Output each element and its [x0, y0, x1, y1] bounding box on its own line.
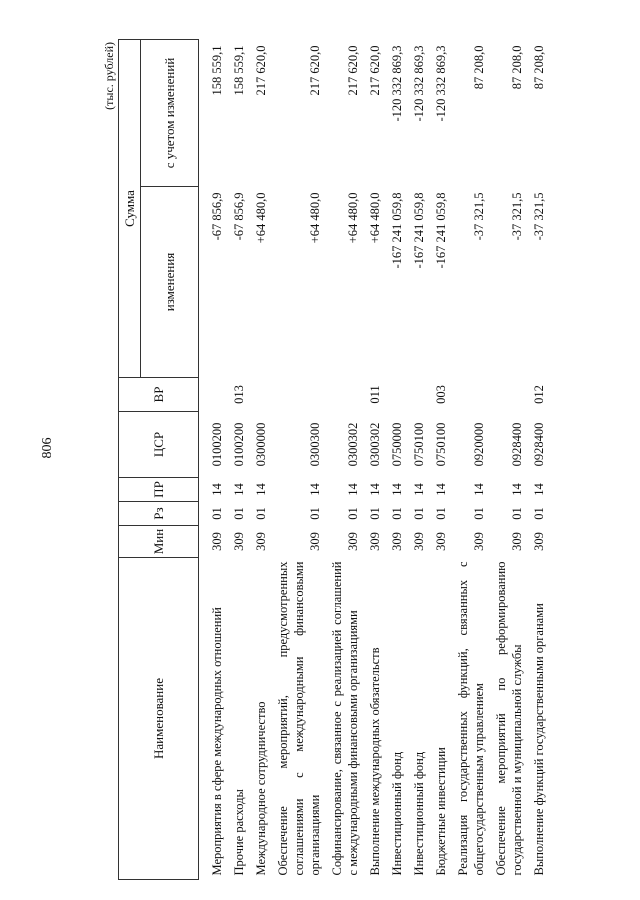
- table-cell-csr: 0100200: [210, 422, 224, 467]
- table-cell-total: 158 559,1: [210, 45, 224, 96]
- table-cell-rz: 01: [472, 507, 486, 520]
- table-row: [250, 40, 272, 880]
- table-cell-total: -120 332 869,3: [434, 45, 448, 122]
- table-cell-rz: 01: [412, 507, 426, 520]
- table-cell-min: 309: [472, 532, 486, 551]
- table-cell-total: 217 620,0: [346, 45, 360, 96]
- table-cell-total: 217 620,0: [308, 45, 322, 96]
- table-cell-vr: 003: [434, 385, 448, 404]
- table-cell-change: +64 480,0: [308, 192, 322, 244]
- table-cell-total: 158 559,1: [232, 45, 246, 96]
- table-cell-total: 87 208,0: [472, 45, 486, 90]
- table-cell-rz: 01: [210, 507, 224, 520]
- table-cell-vr: 012: [532, 385, 546, 404]
- table-cell-vr: 011: [368, 385, 382, 404]
- table-cell-pr: 14: [308, 483, 322, 496]
- table-cell-name: Выполнение международных обязательств: [368, 647, 382, 876]
- page-number: 806: [40, 437, 55, 459]
- table-cell-csr: 0928400: [532, 422, 546, 467]
- table-row: [272, 40, 326, 880]
- table-cell-change: -167 241 059,8: [434, 192, 448, 269]
- table-cell-vr: [199, 378, 229, 412]
- table-cell-min: 309: [532, 532, 546, 551]
- table-cell-name: Инвестиционный фонд: [390, 751, 404, 876]
- table-cell-change: +64 480,0: [346, 192, 360, 244]
- table-cell-change: -37 321,5: [472, 192, 486, 241]
- table-cell-name: Обеспечение мероприятий, предусмотренных соглашениями с международными финансовыми организациями: [276, 561, 322, 876]
- table-cell-min: 309: [412, 532, 426, 551]
- table-cell-total: 217 620,0: [254, 45, 268, 96]
- table-cell-vr: [490, 378, 528, 412]
- table-cell-csr: 0750000: [390, 422, 404, 467]
- table-cell-min: 309: [232, 532, 246, 551]
- table-row: [452, 40, 490, 880]
- table-cell-rz: 01: [434, 507, 448, 520]
- table-row: [408, 40, 430, 880]
- table-cell-vr: [272, 378, 326, 412]
- table-cell-csr: 0300302: [346, 422, 360, 467]
- table-cell-pr: 14: [254, 483, 268, 496]
- table-cell-csr: 0100200: [232, 422, 246, 467]
- col-header-with-changes: с учетом изменений: [141, 40, 199, 187]
- table-cell-rz: 01: [254, 507, 268, 520]
- table-cell-change: -37 321,5: [532, 192, 546, 241]
- table-cell-change: +64 480,0: [254, 192, 268, 244]
- table-cell-rz: 01: [510, 507, 524, 520]
- table-cell-vr: [250, 378, 272, 412]
- table-cell-min: 309: [346, 532, 360, 551]
- table-row: [228, 40, 250, 880]
- col-header-rz: Рз: [119, 502, 199, 526]
- units-note: (тыс. рублей): [102, 42, 116, 110]
- table-cell-pr: 14: [346, 483, 360, 496]
- table-cell-name: Реализация государственных функций, связанных с общегосударственным управлением: [456, 561, 486, 876]
- table-cell-name: Выполнение функций государственными органами: [532, 603, 546, 876]
- table-cell-change: -167 241 059,8: [412, 192, 426, 269]
- table-cell-min: 309: [254, 532, 268, 551]
- col-header-min: Мин: [119, 526, 199, 558]
- table-cell-csr: 0750100: [412, 422, 426, 467]
- table-cell-pr: 14: [434, 483, 448, 496]
- table-cell-pr: 14: [368, 483, 382, 496]
- table-cell-min: 309: [434, 532, 448, 551]
- table-cell-pr: 14: [412, 483, 426, 496]
- table-cell-name: Софинансирование, связанное с реализацией соглашений с международными финансовыми организациями: [330, 561, 360, 876]
- table-cell-pr: 14: [510, 483, 524, 496]
- table-cell-pr: 14: [210, 483, 224, 496]
- table-cell-rz: 01: [390, 507, 404, 520]
- table-row: [528, 40, 550, 880]
- col-header-sum: Сумма: [119, 40, 141, 378]
- table-cell-name: Международное сотрудничество: [254, 701, 268, 876]
- table-cell-name: Прочие расходы: [232, 789, 246, 876]
- table-cell-pr: 14: [472, 483, 486, 496]
- table-row: [490, 40, 528, 880]
- table-cell-csr: 0300000: [254, 422, 268, 467]
- table-row: [386, 40, 408, 880]
- table-row: [199, 40, 229, 880]
- table-cell-csr: 0300300: [308, 422, 322, 467]
- table-row: [430, 40, 452, 880]
- table-cell-pr: 14: [232, 483, 246, 496]
- table-cell-min: 309: [308, 532, 322, 551]
- table-row: [326, 40, 364, 880]
- table-cell-change: +64 480,0: [368, 192, 382, 244]
- table-cell-vr: 013: [232, 385, 246, 404]
- table-cell-vr: [326, 378, 364, 412]
- table-cell-csr: 0300302: [368, 422, 382, 467]
- table-cell-change: -37 321,5: [510, 192, 524, 241]
- table-cell-min: 309: [368, 532, 382, 551]
- table-cell-change: -67 856,9: [232, 192, 246, 241]
- table-cell-pr: 14: [390, 483, 404, 496]
- col-header-csr: ЦСР: [119, 412, 199, 478]
- table-cell-csr: 0920000: [472, 422, 486, 467]
- table-cell-vr: [386, 378, 408, 412]
- table-cell-vr: [452, 378, 490, 412]
- table-row: [364, 40, 386, 880]
- table-cell-rz: 01: [308, 507, 322, 520]
- table-cell-rz: 01: [532, 507, 546, 520]
- table-cell-total: -120 332 869,3: [390, 45, 404, 122]
- table-cell-name: Обеспечение мероприятий по реформированию государственной и муниципальной службы: [494, 561, 524, 876]
- table-cell-name: Инвестиционный фонд: [412, 751, 426, 876]
- table-cell-change: -167 241 059,8: [390, 192, 404, 269]
- budget-table: [118, 39, 550, 880]
- col-header-pr: ПР: [119, 478, 199, 502]
- table-cell-total: 87 208,0: [510, 45, 524, 90]
- table-cell-rz: 01: [368, 507, 382, 520]
- table-cell-min: 309: [210, 532, 224, 551]
- table-cell-min: 309: [390, 532, 404, 551]
- table-cell-vr: [408, 378, 430, 412]
- table-cell-total: 217 620,0: [368, 45, 382, 96]
- table-cell-pr: 14: [532, 483, 546, 496]
- table-cell-rz: 01: [232, 507, 246, 520]
- table-cell-name: Мероприятия в сфере международных отношений: [210, 607, 224, 876]
- table-cell-min: 309: [510, 532, 524, 551]
- table-cell-name: Бюджетные инвестиции: [434, 747, 448, 876]
- table-cell-rz: 01: [346, 507, 360, 520]
- table-cell-total: -120 332 869,3: [412, 45, 426, 122]
- table-cell-change: -67 856,9: [210, 192, 224, 241]
- table-cell-csr: 0750100: [434, 422, 448, 467]
- col-header-name: Наименование: [119, 558, 199, 880]
- table-cell-total: 87 208,0: [532, 45, 546, 90]
- col-header-vr: ВР: [119, 378, 199, 412]
- col-header-change: изменения: [141, 187, 199, 378]
- budget-table-block: [100, 40, 580, 880]
- table-cell-csr: 0928400: [510, 422, 524, 467]
